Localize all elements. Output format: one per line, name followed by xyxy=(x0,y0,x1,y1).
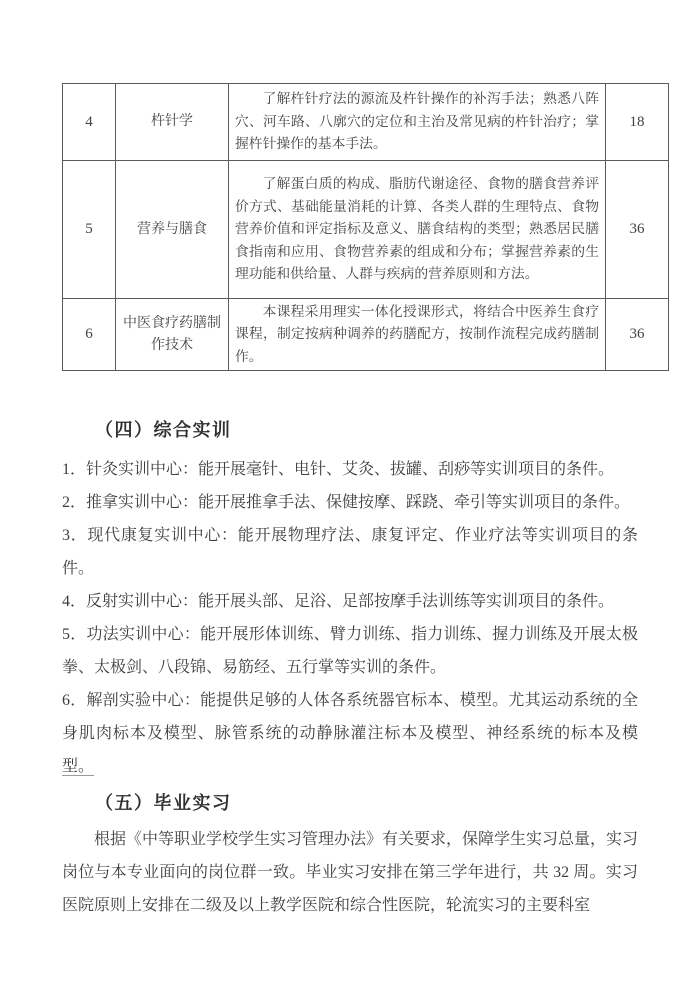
course-number: 4 xyxy=(63,84,116,161)
list-item-reflex-center: 4．反射实训中心：能开展头部、足浴、足部按摩手法训练等实训项目的条件。 xyxy=(62,593,615,611)
table-row xyxy=(63,84,669,161)
list-item-anatomy-text: 6．解剖实验中心：能提供足够的人体各系统器官标本、模型。尤其运动系统的全身肌肉标本及模型、脉管系统的动静脉灌注标本及模型、神经系统的标本及模 xyxy=(62,692,638,743)
list-item-gongfa-center: 5．功法实训中心：能开展形体训练、臂力训练、指力训练、握力训练及开展太极拳、太极剑、八段锦、易筋经、五行掌等实训的条件。 xyxy=(62,626,638,677)
course-hours: 18 xyxy=(606,84,669,161)
course-hours: 36 xyxy=(606,299,669,371)
course-number: 6 xyxy=(63,299,116,371)
course-number: 5 xyxy=(63,161,116,299)
list-item-anatomy-center xyxy=(62,684,638,783)
graduation-internship-paragraph: 根据《中等职业学校学生实习管理办法》有关要求，保障学生实习总量，实习岗位与本专业面向的岗位群一致。毕业实习安排在第三学年进行，共 32 周。实习医院原则上安排在二级及以上教学医院和综合性医院，轮流实习的主要科室 xyxy=(62,831,639,915)
course-name: 营养与膳食 xyxy=(116,161,229,299)
course-table xyxy=(62,83,669,371)
list-item-rehab-center: 3．现代康复实训中心：能开展物理疗法、康复评定、作业疗法等实训项目的条件。 xyxy=(62,527,638,578)
course-name: 中医食疗药膳制作技术 xyxy=(116,299,229,371)
list-item-tuina-center: 2．推拿实训中心：能开展推拿手法、保健按摩、踩跷、牵引等实训项目的条件。 xyxy=(62,494,631,512)
course-description: 了解蛋白质的构成、脂肪代谢途径、食物的膳食营养评价方式、基础能量消耗的计算、各类人群的生理特点、食物营养价值和评定指标及意义、膳食结构的类型；熟悉居民膳食指南和应用、食物营养素的组成和分布；掌握营养素的生理功能和供给量、人群与疾病的营养原则和方法。 xyxy=(229,161,606,299)
section-heading-comprehensive-training: （四）综合实训 xyxy=(95,420,232,441)
section-heading-graduation-internship: （五）毕业实习 xyxy=(95,793,232,814)
table-row xyxy=(63,161,669,299)
table-row xyxy=(63,299,669,371)
course-description: 本课程采用理实一体化授课形式，将结合中医养生食疗课程，制定按病种调养的药膳配方，按制作流程完成药膳制作。 xyxy=(229,299,606,371)
course-name: 杵针学 xyxy=(116,84,229,161)
list-item-anatomy-underlined-tail: 型。 xyxy=(62,758,95,776)
page-content xyxy=(62,83,645,922)
list-item-acupuncture-center: 1．针灸实训中心：能开展毫针、电针、艾灸、拔罐、刮痧等实训项目的条件。 xyxy=(62,461,615,479)
course-hours: 36 xyxy=(606,161,669,299)
course-description: 了解杵针疗法的源流及杵针操作的补泻手法；熟悉八阵穴、河车路、八廓穴的定位和主治及常见病的杵针治疗；掌握杵针操作的基本手法。 xyxy=(229,84,606,161)
